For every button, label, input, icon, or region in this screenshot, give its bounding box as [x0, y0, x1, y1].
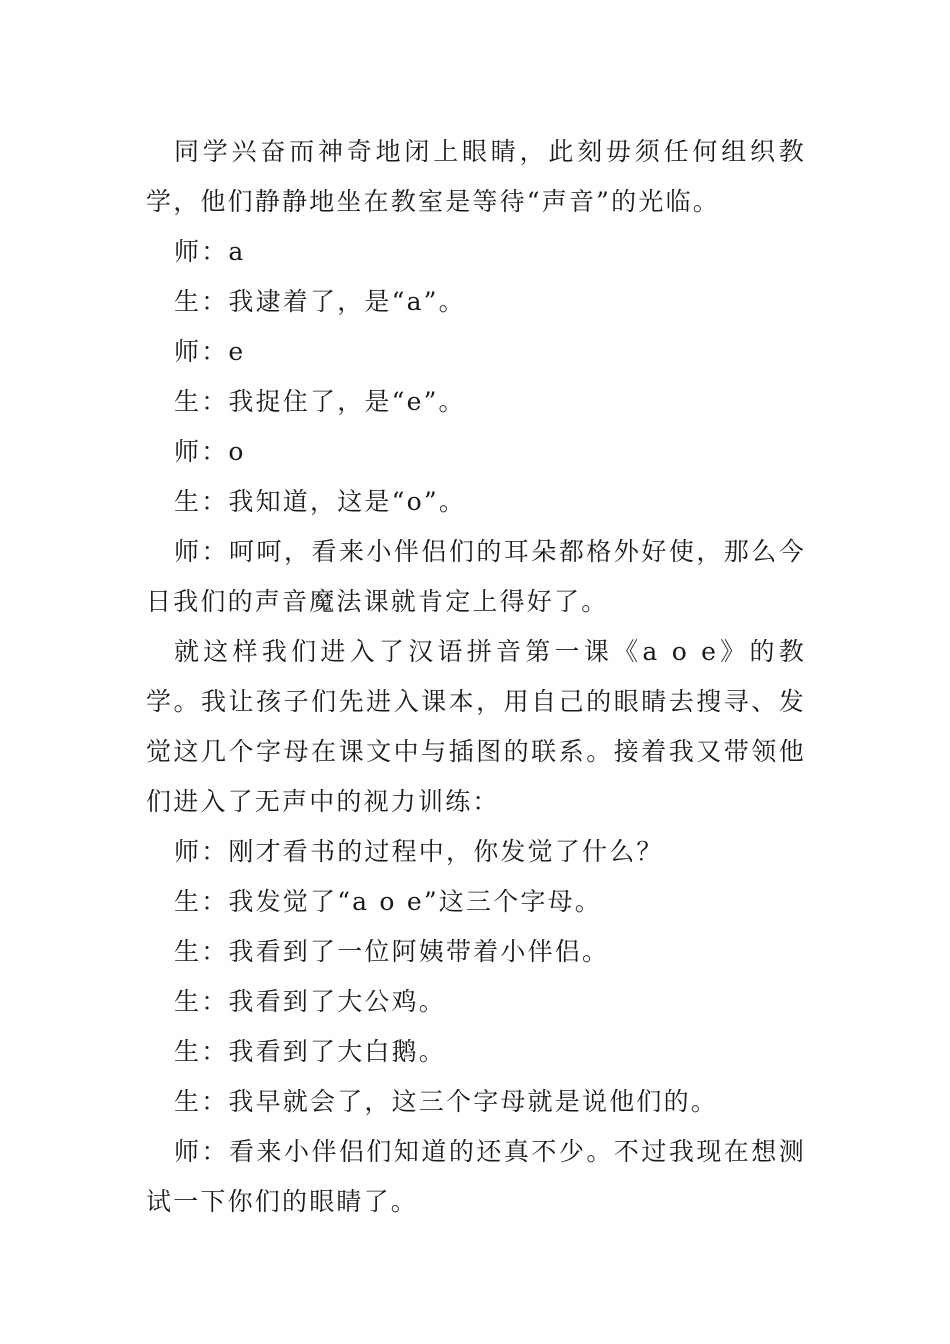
paragraph-intro: 同学兴奋而神奇地闭上眼睛，此刻毋须任何组织教学，他们静静地坐在教室是等待“声音”的光临。 [146, 137, 806, 216]
dialogue-line: 生：我看到了一位阿姨带着小伴侣。 [174, 937, 610, 966]
dialogue-line: 生：我捉住了，是“e”。 [174, 387, 466, 416]
dialogue-line: 生：我看到了大公鸡。 [174, 987, 447, 1016]
dialogue-line: 师：呵呵，看来小伴侣们的耳朵都格外好使，那么今日我们的声音魔法课就肯定上得好了。 [146, 537, 806, 616]
dialogue-line: 师：刚才看书的过程中，你发觉了什么？ [174, 837, 664, 866]
dialogue-line: 生：我早就会了，这三个字母就是说他们的。 [174, 1087, 719, 1116]
dialogue-line: 生：我看到了大白鹅。 [174, 1037, 447, 1066]
dialogue-line: 师：o [174, 437, 246, 466]
dialogue-line: 师：e [174, 337, 246, 366]
paragraph-narration: 就这样我们进入了汉语拼音第一课《a o e》的教学。我让孩子们先进入课本，用自己的眼睛去搜寻、发觉这几个字母在课文中与插图的联系。接着我又带领他们进入了无声中的视力训练： [146, 637, 806, 816]
document-body [146, 127, 806, 1227]
dialogue-line: 师：看来小伴侣们知道的还真不少。不过我现在想测试一下你们的眼睛了。 [146, 1137, 806, 1216]
dialogue-line: 师：a [174, 237, 246, 266]
dialogue-line: 生：我发觉了“a o e”这三个字母。 [174, 887, 603, 916]
dialogue-line: 生：我逮着了，是“a”。 [174, 287, 466, 316]
dialogue-line: 生：我知道，这是“o”。 [174, 487, 467, 516]
